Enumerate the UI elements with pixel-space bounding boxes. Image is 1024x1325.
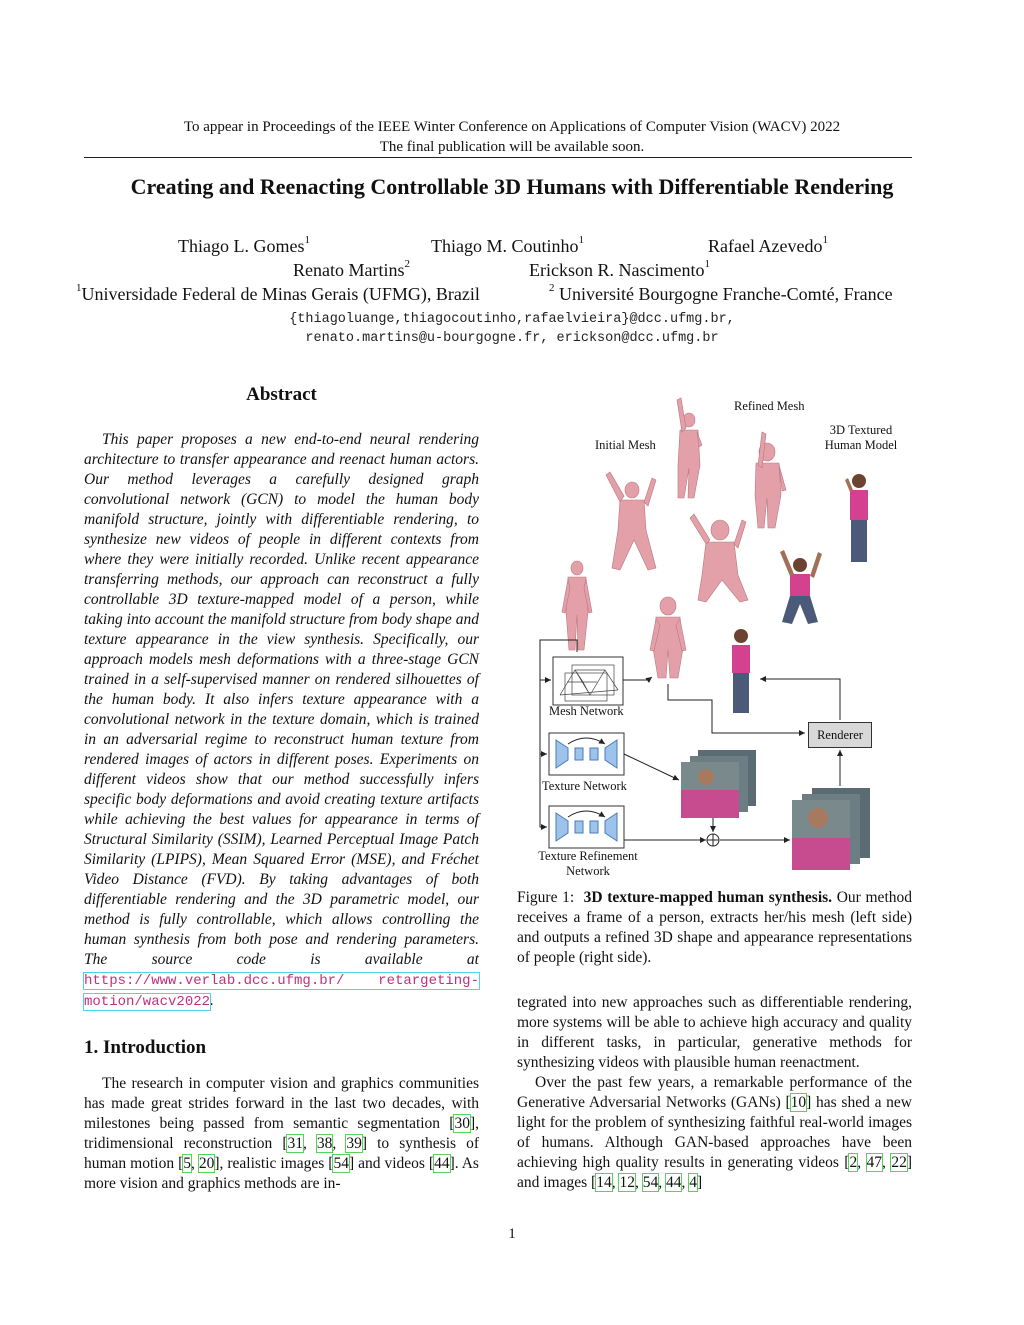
paragraph: tegrated into new approaches such as differentiable rendering, more systems will be able to achieve high accuracy and quality in different tasks, in particular, generative methods for synthesizing videos with plausible human reenactment. [517, 994, 912, 1071]
citation[interactable]: 31 [287, 1135, 303, 1152]
citation[interactable]: 10 [790, 1094, 807, 1111]
label-refined-mesh: Refined Mesh [734, 399, 805, 413]
label-texture-refinement: Texture Refinement Network [538, 849, 638, 878]
figure-1 [517, 380, 917, 880]
citation[interactable]: 44 [434, 1155, 450, 1172]
emails-line1: {thiagoluange,thiagocoutinho,rafaelvieira}@dcc.ufmg.br, [289, 312, 735, 327]
affiliation-2: $^2$ Université Bourgogne Franche-Comté, France [549, 282, 893, 304]
page-number: 1 [508, 1226, 516, 1242]
author-5: Erickson R. Nascimento$^1$ [529, 258, 710, 280]
conference-note [84, 117, 940, 157]
texture-maps [681, 750, 756, 818]
label-texture-network: Texture Network [542, 779, 627, 793]
header-rule [84, 157, 912, 158]
figure-caption: Figure 1: 3D texture-mapped human synthesis. Our method receives a frame of a person, extracts her/his mesh (left side) and outputs a refined 3D shape and appearance representations of people (right side). [517, 889, 912, 966]
source-code-link[interactable]: https://www.verlab.dcc.ufmg.br/ retargeting-motion/wacv2022 [84, 973, 479, 1010]
right-column-text [517, 993, 912, 1193]
citation[interactable]: 12 [619, 1174, 635, 1191]
abstract-body: This paper proposes a new end-to-end neural rendering architecture to transfer appearance and reenact human actors. Our method leverages a carefully designed graph convolutional network (GCN) to model the human body manifold structure, jointly with differentiable rendering, to synthesize new videos of people in different contexts from where they were initially recorded. Unlike recent appearance transferring methods, our approach can reconstruct a fully controllable 3D texture-mapped model of a person, while taking into account the manifold structure from body shape and texture appearance in the view synthesis. Specifically, our approach models mesh deformations with a three-stage GCN trained in a self-supervised manner on rendered silhouettes of the human body. It also infers texture appearance with a convolutional network in the texture domain, which is trained in an adversarial regime to reconstruct human texture from rendered images of actors in different poses. Experiments on different videos show that our method successfully infers specific body deformations and avoid creating texture artifacts while achieving the best values for appearance in terms of Structural Similarity (SSIM), Learned Perceptual Image Patch Similarity (LPIPS), Mean Squared Error (MSE), and Fréchet Video Distance (FVD). By taking advantages of both differentiable rendering and the 3D parametric model, our method is fully controllable, which allows controlling the human synthesis from both pose and rendering parameters. The source code is available at [84, 431, 479, 968]
citation[interactable]: 2 [849, 1154, 858, 1171]
citation[interactable]: 39 [346, 1135, 362, 1152]
refined-mesh-arms-up [677, 398, 702, 498]
citation[interactable]: 14 [596, 1174, 612, 1191]
author-4: Renato Martins$^2$ [293, 258, 410, 280]
renderer-box: Renderer [808, 722, 872, 748]
citation[interactable]: 22 [891, 1154, 907, 1171]
label-initial-mesh: Initial Mesh [595, 438, 656, 452]
intro-text: The research in computer vision and graphics communities has made great strides forward in the last two decades, with milestones being passed from semantic segmentation [30], tridimensional reconstruction [31, 38, 39] to synthesis of human motion [5, 20], realistic images [54] and videos [44]. As more vision and graphics methods are in- [84, 1075, 480, 1192]
citation[interactable]: 5 [183, 1155, 191, 1172]
emails-line2: renato.martins@u-bourgogne.fr, erickson@dcc.ufmg.br [305, 331, 719, 346]
textured-human-standing-top [845, 474, 868, 562]
citation[interactable]: 47 [866, 1154, 883, 1171]
refined-mesh-wave [755, 432, 786, 528]
label-mesh-network: Mesh Network [549, 704, 624, 718]
textured-human-jumping [780, 550, 822, 624]
citation[interactable]: 30 [454, 1115, 470, 1132]
conference-note-line1: To appear in Proceedings of the IEEE Winter Conference on Applications of Computer Vision (WACV) 2022 [183, 119, 841, 135]
citation[interactable]: 44 [665, 1174, 682, 1191]
citation[interactable]: 38 [316, 1135, 333, 1152]
conference-note-line2: The final publication will be available soon. [379, 139, 645, 155]
refined-mesh-standing [650, 597, 686, 678]
paragraph: Over the past few years, a remarkable performance of the Generative Adversarial Networks (GANs) [10] has shed a new light for the problem of synthesizing faithful real-world images of humans. Although GAN-based approaches have been achieving high quality results in generating videos [2, 47, 22] and images [14, 12, 54, 44, 4] [517, 1074, 912, 1191]
author-3: Rafael Azevedo$^1$ [708, 234, 828, 256]
figure-1-graphic [517, 380, 917, 880]
citation[interactable]: 4 [689, 1174, 697, 1191]
refined-texture-maps [792, 788, 870, 870]
refined-mesh-jumping [690, 514, 748, 602]
author-emails [84, 310, 940, 348]
author-2: Thiago M. Coutinho$^1$ [431, 234, 584, 256]
label-textured-model: 3D Textured Human Model [824, 423, 898, 452]
author-1: Thiago L. Gomes$^1$ [178, 234, 310, 256]
intro-heading: 1. Introduction [84, 1037, 207, 1058]
affiliation-1: $^1$Universidade Federal de Minas Gerais (UFMG), Brazil [76, 282, 480, 304]
paper-title: Creating and Reenacting Controllable 3D Humans with Differentiable Rendering [130, 174, 894, 199]
abstract-heading: Abstract [246, 384, 317, 405]
textured-figures [732, 474, 868, 713]
initial-mesh-standing [562, 561, 592, 650]
citation[interactable]: 54 [333, 1155, 349, 1172]
abstract-text: This paper proposes a new end-to-end neural rendering architecture to transfer appearance and reenact human actors. Our method leverages a carefully designed graph convolutional network (GCN) to model the human body manifold structure, jointly with differentiable rendering, to synthesize new videos of people in different contexts from where they were initially recorded. Unlike recent appearance transferring methods, our approach can reconstruct a fully controllable 3D texture-mapped model of a person, while taking into account the manifold structure from body shape and texture appearance in the view synthesis. Specifically, our approach models mesh deformations with a three-stage GCN trained in a self-supervised manner on rendered silhouettes of the human body. It also infers texture appearance with a convolutional network in the texture domain, which is trained in an adversarial regime to reconstruct human texture from rendered images of actors in different poses. Experiments on different videos show that our method successfully infers specific body deformations and avoid creating texture artifacts while achieving the best values for appearance in terms of Structural Similarity (SSIM), Learned Perceptual Image Patch Similarity (LPIPS), Mean Squared Error (MSE), and Fréchet Video Distance (FVD). By taking advantages of both differentiable rendering and the 3D parametric model, our method is fully controllable, which allows controlling the human synthesis from both pose and rendering parameters. The source code is available at https://www.verlab.dcc.ufmg.br/ retargeting-motion/wacv2022. [84, 431, 479, 1010]
citation[interactable]: 20 [198, 1155, 215, 1172]
textured-human-standing [732, 629, 750, 713]
initial-mesh-jumping [606, 472, 656, 570]
citation[interactable]: 54 [642, 1174, 659, 1191]
